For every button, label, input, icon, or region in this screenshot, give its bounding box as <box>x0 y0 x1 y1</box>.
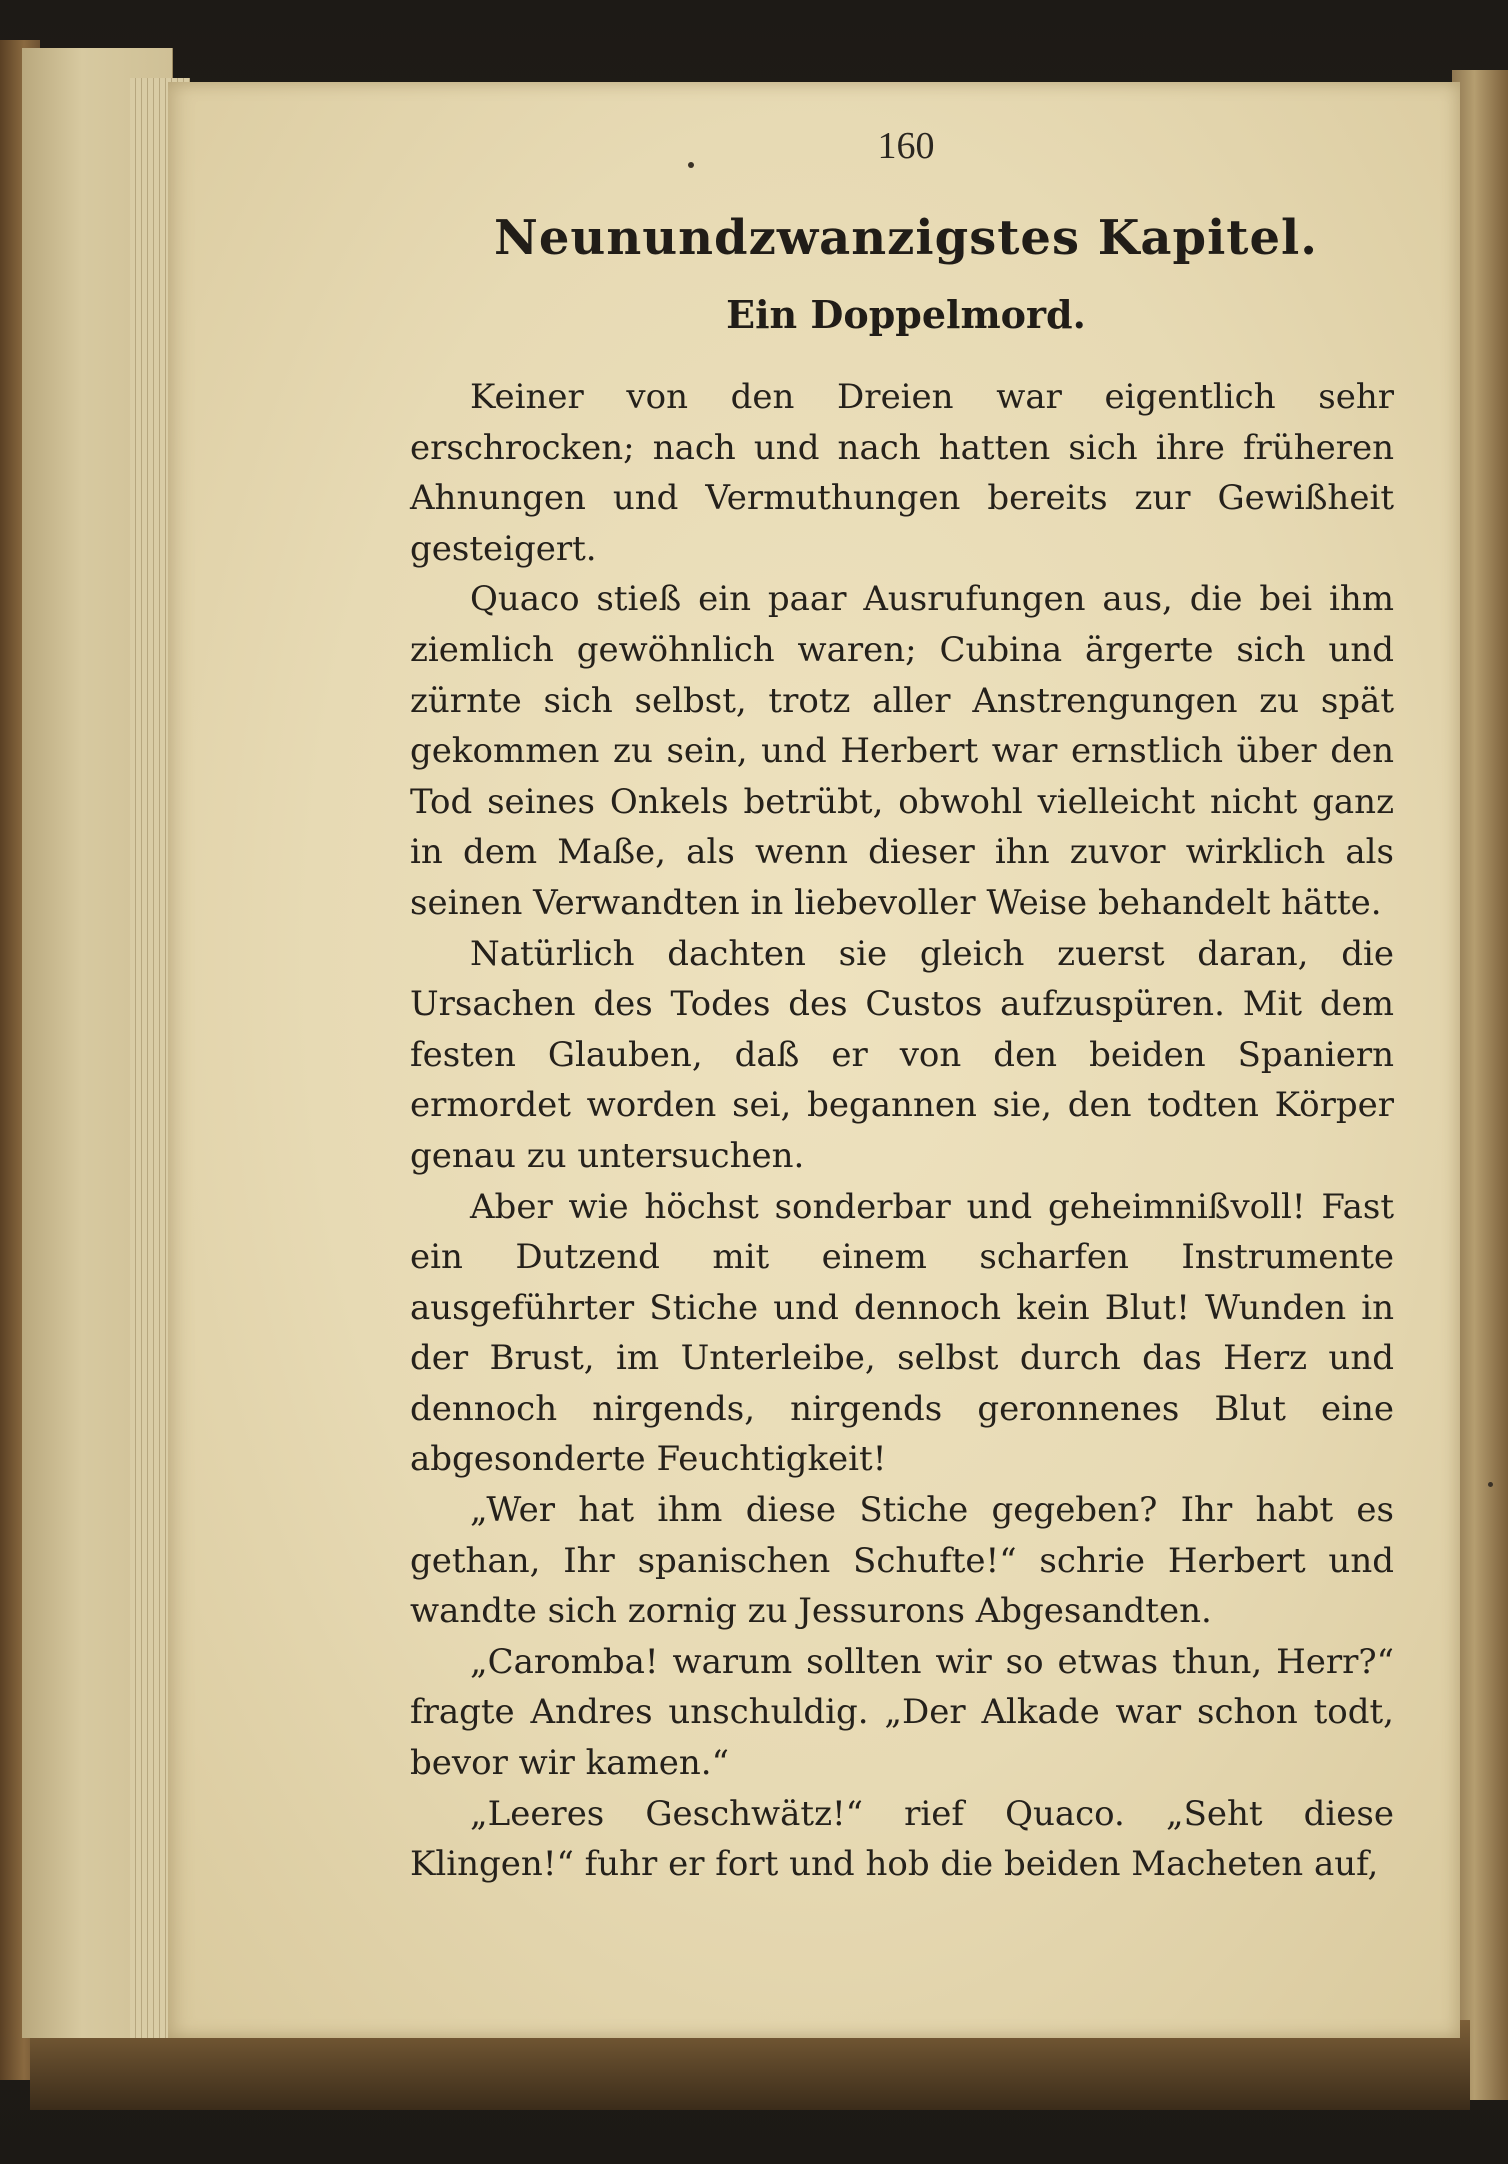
paragraph: „Caromba! warum sollten wir so etwas thun, Herr?“ fragte Andres unschuldig. „Der Alkade war schon todt, bevor wir kamen.“ <box>410 1641 1394 1784</box>
paragraph: Natürlich dachten sie gleich zuerst daran, die Ursachen des Todes des Custos aufzuspüren. Mit dem festen Glauben, daß er von den beiden Spaniern ermordet worden sei, begannen sie, den todten Körper genau zu untersuchen. <box>410 933 1394 1176</box>
book-cover-right-edge <box>1452 70 1508 2100</box>
body-text <box>410 372 1394 1890</box>
chapter-title: Neunundzwanzigstes Kapitel. <box>494 210 1318 266</box>
paragraph: „Leeres Geschwätz!“ rief Quaco. „Seht diese Klingen!“ fuhr er fort und hob die beiden Macheten auf, <box>410 1793 1394 1885</box>
paper-speck <box>1488 1482 1493 1487</box>
page-number: 160 <box>877 125 935 167</box>
paragraph: Keiner von den Dreien war eigentlich sehr erschrocken; nach und nach hatten sich ihre früheren Ahnungen und Vermuthungen bereits zur Gewißheit gesteigert. <box>410 377 1394 569</box>
paragraph: Quaco stieß ein paar Ausrufungen aus, die bei ihm ziemlich gewöhnlich waren; Cubina ärgerte sich und zürnte sich selbst, trotz aller Anstrengungen zu spät gekommen zu sein, und Herbert war ernstlich über den Tod seines Onkels betrübt, obwohl vielleicht nicht ganz in dem Maße, als wenn dieser ihn zuvor wirklich als seinen Verwandten in liebevoller Weise behandelt hätte. <box>410 579 1394 923</box>
paragraph: Aber wie höchst sonderbar und geheimnißvoll! Fast ein Dutzend mit einem scharfen Instrumente ausgeführter Stiche und dennoch kein Blut! Wunden in der Brust, im Unterleibe, selbst durch das Herz und dennoch nirgends, nirgends geronnenes Blut eine abgesonderte Feuchtigkeit! <box>410 1186 1394 1480</box>
paragraph: „Wer hat ihm diese Stiche gegeben? Ihr habt es gethan, Ihr spanischen Schufte!“ schrie Herbert und wandte sich zornig zu Jessurons Abgesandten. <box>410 1490 1394 1632</box>
chapter-subtitle: Ein Doppelmord. <box>726 292 1086 337</box>
